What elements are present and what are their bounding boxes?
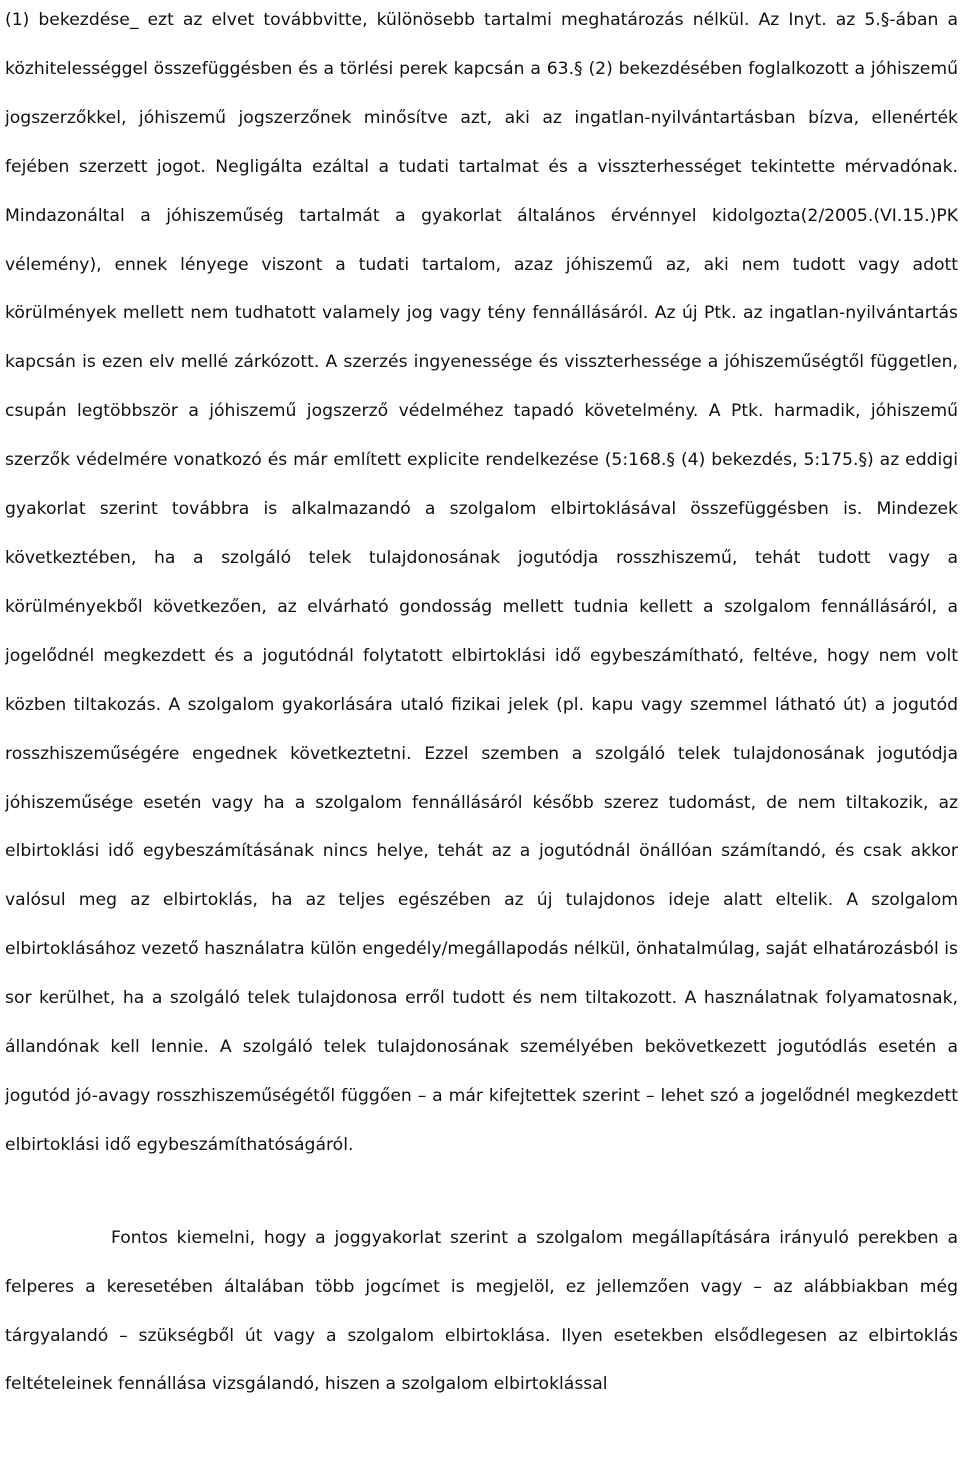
paragraph-1: (1) bekezdése_ ezt az elvet továbbvitte, különösebb tartalmi meghatározás nélkül. Az Inyt. az 5.§-ában a közhitelességgel összefüggésben és a törlési perek kapcsán a 63.§ (2) bekezdésében foglalkozott a jóhiszemű jogszerzőkkel, jóhiszemű jogszerzőnek minősítve azt, aki az ingatlan-nyilvántartásban bízva, ellenérték fejében szerzett jogot. Negligálta ezáltal a tudati tartalmat és a visszterhességet tekintette mérvadónak. Mindazonáltal a jóhiszeműség tartalmát a gyakorlat általános érvénnyel kidolgozta(2/2005.(VI.15.)PK vélemény), ennek lényege viszont a tudati tartalom, azaz jóhiszemű az, aki nem tudott vagy adott körülmények mellett nem tudhatott valamely jog vagy tény fennállásáról. Az új Ptk. az ingatlan-nyilvántartás kapcsán is ezen elv mellé zárkózott. A szerzés ingyenessége és visszterhessége a jóhiszeműségtől független, csupán legtöbbször a jóhiszemű jogszerző védelméhez tapadó követelmény. A Ptk. harmadik, jóhiszemű szerzők védelmére vonatkozó és már említett explicite rendelkezése (5:168.§ (4) bekezdés, 5:175.§) az eddigi gyakorlat szerint továbbra is alkalmazandó a szolgalom elbirtoklásával összefüggésben is. Mindezek következtében, ha a szolgáló telek tulajdonosának jogutódja rosszhiszemű, tehát tudott vagy a körülményekből következően, az elvárható gondosság mellett tudnia kellett a szolgalom fennállásáról, a jogelődnél megkezdett és a jogutódnál folytatott elbirtoklási idő egybeszámítható, feltéve, hogy nem volt közben tiltakozás. A szolgalom gyakorlására utaló fizikai jelek (pl. kapu vagy szemmel látható út) a jogutód rosszhiszeműségére engednek következtetni. Ezzel szemben a szolgáló telek tulajdonosának jogutódja jóhiszeműsége esetén vagy ha a szolgalom fennállásáról később szerez tudomást, de nem tiltakozik, az elbirtoklási idő egybeszámításának nincs helye, tehát az a jogutódnál önállóan számítandó, és csak akkor valósul meg az elbirtoklás, ha az teljes egészében az új tulajdonos ideje alatt eltelik. A szolgalom elbirtoklásához vezető használatra külön engedély/megállapodás nélkül, önhatalmúlag, saját elhatározásból is sor kerülhet, ha a szolgáló telek tulajdonosa erről tudott és nem tiltakozott. A használatnak folyamatosnak, állandónak kell lennie. A szolgáló telek tulajdonosának személyében bekövetkezett jogutódlás esetén a jogutód jó-avagy rosszhiszeműségétől függően – a már kifejtettek szerint – lehet szó a jogelődnél megkezdett elbirtoklási idő egybeszámíthatóságáról. bbox=[5, 10, 958, 1155]
paragraph-2: Fontos kiemelni, hogy a joggyakorlat szerint a szolgalom megállapítására irányuló perekben a felperes a keresetében általában több jogcímet is megjelöl, ez jellemzően vagy – az alábbiakban még tárgyalandó – szükségből út vagy a szolgalom elbirtoklása. Ilyen esetekben elsődlegesen az elbirtoklás feltételeinek fennállása vizsgálandó, hiszen a szolgalom elbirtoklással bbox=[5, 1227, 958, 1395]
document-page bbox=[5, 0, 958, 1466]
